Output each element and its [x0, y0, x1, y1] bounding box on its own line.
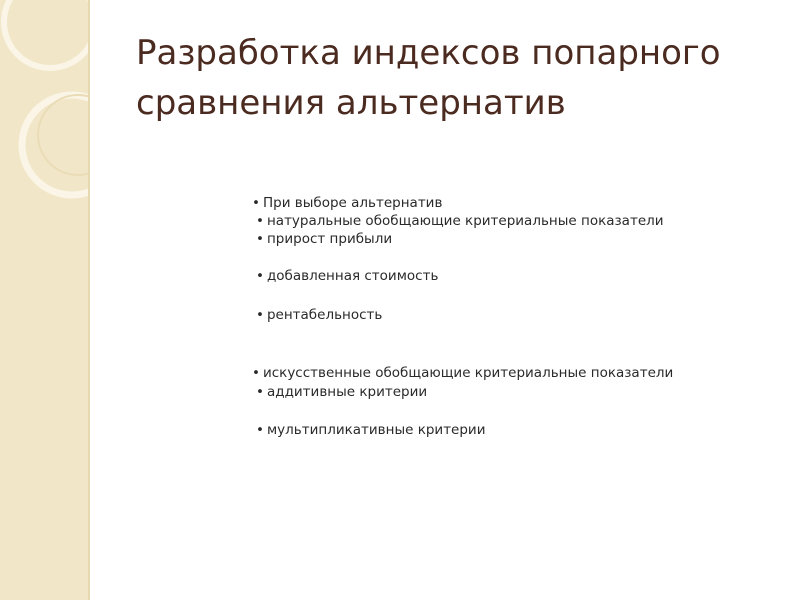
decorative-side-strip	[0, 0, 90, 600]
list-item	[252, 194, 442, 212]
list-item-text: аддитивные критерии	[266, 384, 428, 400]
bullet-icon: •	[256, 384, 264, 400]
list-item	[256, 212, 664, 230]
list-item-text: натуральные обобщающие критериальные показатели	[266, 213, 664, 229]
bullet-icon: •	[256, 307, 264, 323]
bullet-icon: •	[256, 268, 264, 284]
list-item	[252, 364, 673, 382]
bullet-icon: •	[256, 213, 264, 229]
list-item	[256, 230, 392, 248]
slide-title: Разработка индексов попарного сравнения альтернатив	[136, 33, 721, 123]
bullet-icon: •	[256, 231, 264, 247]
list-item-text: искусственные обобщающие критериальные показатели	[262, 365, 674, 381]
decorative-circles	[0, 0, 88, 600]
bullet-icon: •	[252, 365, 260, 381]
bullet-icon: •	[256, 422, 264, 438]
list-item-text: прирост прибыли	[266, 231, 393, 247]
list-item-text: добавленная стоимость	[266, 268, 439, 284]
bullet-icon: •	[252, 195, 260, 211]
list-item	[256, 306, 382, 324]
list-item-text: При выборе альтернатив	[262, 195, 443, 211]
list-item-text: мультипликативные критерии	[266, 422, 486, 438]
list-item	[256, 383, 427, 401]
list-item-text: рентабельность	[266, 307, 383, 323]
list-item	[256, 421, 485, 439]
list-item	[256, 267, 438, 285]
